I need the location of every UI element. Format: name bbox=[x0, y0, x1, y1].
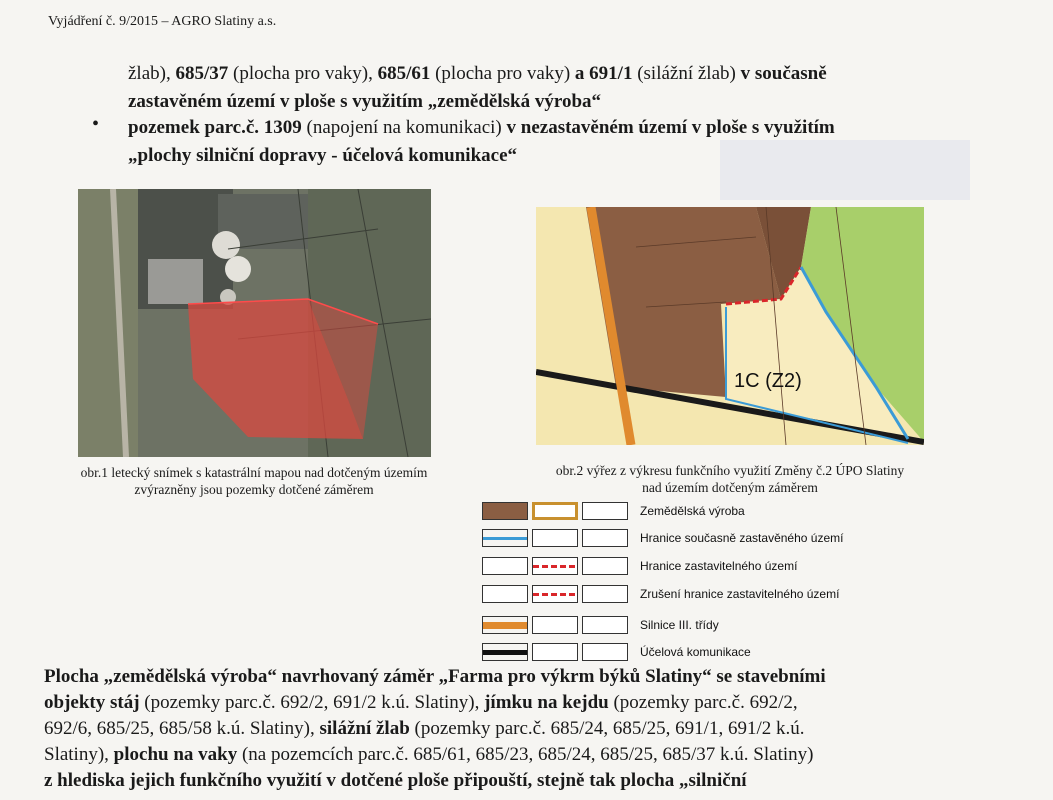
text-run: (pozemky parc.č. 692/2, bbox=[608, 692, 798, 713]
legend-swatch-orange-line bbox=[482, 616, 528, 634]
legend-swatch-empty bbox=[482, 557, 528, 575]
text-run: v současně bbox=[740, 63, 827, 84]
legend-swatch-empty bbox=[582, 502, 628, 520]
text-run: a 691/1 bbox=[574, 63, 633, 84]
aerial-building bbox=[148, 259, 203, 304]
text-run: (plocha pro vaky), bbox=[228, 63, 378, 84]
legend-label: Silnice III. třídy bbox=[640, 618, 719, 632]
text-run: (plocha pro vaky) bbox=[430, 63, 575, 84]
legend-row-cancelled-boundary bbox=[482, 583, 839, 605]
text-run: (napojení na komunikaci) bbox=[301, 117, 507, 138]
bleed-through-block bbox=[720, 140, 970, 200]
text-run: Slatiny), bbox=[44, 744, 114, 765]
body-line bbox=[44, 742, 979, 768]
legend-swatch-agri-outline bbox=[532, 502, 578, 520]
legend-label: Hranice zastavitelného území bbox=[640, 559, 798, 573]
aerial-tank bbox=[212, 231, 240, 259]
legend-swatch-blue-dashed bbox=[482, 529, 528, 547]
body-line bbox=[44, 664, 979, 690]
bullet-line-4 bbox=[128, 142, 517, 170]
caption-line: obr.2 výřez z výkresu funkčního využití Změny č.2 ÚPO Slatiny bbox=[555, 463, 905, 478]
text-run: žlab), bbox=[128, 63, 176, 84]
body-line bbox=[44, 690, 979, 716]
legend-swatch-empty bbox=[582, 616, 628, 634]
text-run: „plochy silniční dopravy - účelová komunikace“ bbox=[128, 145, 518, 166]
legend-swatch-empty bbox=[582, 585, 628, 603]
legend-swatch-empty bbox=[582, 557, 628, 575]
bullet-marker: • bbox=[92, 113, 100, 135]
body-paragraph bbox=[44, 664, 979, 794]
text-run: 685/37 bbox=[175, 63, 229, 84]
legend-row-road-iii bbox=[482, 614, 719, 636]
text-run: silážní žlab bbox=[319, 718, 410, 739]
legend-label: Zrušení hranice zastavitelného území bbox=[640, 587, 840, 601]
legend-swatch-empty bbox=[482, 585, 528, 603]
bullet-line-3 bbox=[128, 114, 835, 142]
plan-zone-label: 1C (Z2) bbox=[734, 370, 802, 392]
legend-label: Zemědělská výroba bbox=[640, 504, 745, 518]
legend-swatch-black-line bbox=[482, 643, 528, 661]
legend-swatch-empty bbox=[582, 643, 628, 661]
body-line bbox=[44, 768, 979, 794]
text-run: (silážní žlab) bbox=[632, 63, 741, 84]
text-run: objekty stáj bbox=[44, 692, 140, 713]
aerial-field-left bbox=[78, 189, 138, 457]
document-header: Vyjádření č. 9/2015 – AGRO Slatiny a.s. bbox=[48, 14, 277, 29]
legend-swatch-empty bbox=[532, 643, 578, 661]
text-run: (pozemky parc.č. 685/24, 685/25, 691/1, 691/2 k.ú. bbox=[409, 718, 805, 739]
legend-row-service-road bbox=[482, 641, 751, 663]
text-run: v nezastavěném území v ploše s využitím bbox=[506, 117, 835, 138]
legend-swatch-empty bbox=[582, 529, 628, 547]
aerial-photo bbox=[78, 189, 431, 457]
bullet-line-1 bbox=[128, 60, 827, 88]
legend-label: Hranice současně zastavěného území bbox=[640, 531, 844, 545]
aerial-tank bbox=[225, 256, 251, 282]
text-run: 685/61 bbox=[377, 63, 431, 84]
legend-swatch-empty bbox=[532, 616, 578, 634]
figure1-caption bbox=[44, 464, 464, 498]
text-run: zastavěném území v ploše s využitím „zemědělská výroba“ bbox=[128, 91, 602, 112]
text-run: (pozemky parc.č. 692/2, 691/2 k.ú. Slatiny), bbox=[139, 692, 485, 713]
text-run: Plocha „zemědělská výroba“ navrhovaný záměr „Farma pro výkrm býků Slatiny“ se stavebními bbox=[44, 666, 826, 687]
legend-row-buildable-boundary bbox=[482, 555, 797, 577]
text-run: 692/6, 685/25, 685/58 k.ú. Slatiny), bbox=[44, 718, 320, 739]
landuse-plan-map bbox=[536, 207, 924, 445]
caption-line: zvýrazněny jsou pozemky dotčené záměrem bbox=[134, 482, 374, 497]
text-run: (na pozemcích parc.č. 685/61, 685/23, 685/24, 685/25, 685/37 k.ú. Slatiny) bbox=[237, 744, 814, 765]
bullet-line-2 bbox=[128, 88, 601, 116]
body-line bbox=[44, 716, 979, 742]
legend-swatch-agri-fill bbox=[482, 502, 528, 520]
caption-line: obr.1 letecký snímek s katastrální mapou nad dotčeným územím bbox=[80, 465, 428, 480]
legend-swatch-red-dashed bbox=[532, 557, 578, 575]
legend-row-built-boundary bbox=[482, 527, 843, 549]
legend-row-agri bbox=[482, 500, 745, 522]
text-run: plochu na vaky bbox=[113, 744, 238, 765]
legend-swatch-red-crossed bbox=[532, 585, 578, 603]
figure2-caption bbox=[510, 462, 950, 496]
legend-swatch-empty bbox=[532, 529, 578, 547]
caption-line: nad územím dotčeným záměrem bbox=[642, 480, 818, 495]
text-run: pozemek parc.č. 1309 bbox=[128, 117, 302, 138]
text-run: jímku na kejdu bbox=[484, 692, 609, 713]
legend-label: Účelová komunikace bbox=[640, 645, 751, 659]
text-run: z hlediska jejich funkčního využití v dotčené ploše připouští, stejně tak plocha „silniční bbox=[44, 770, 747, 791]
